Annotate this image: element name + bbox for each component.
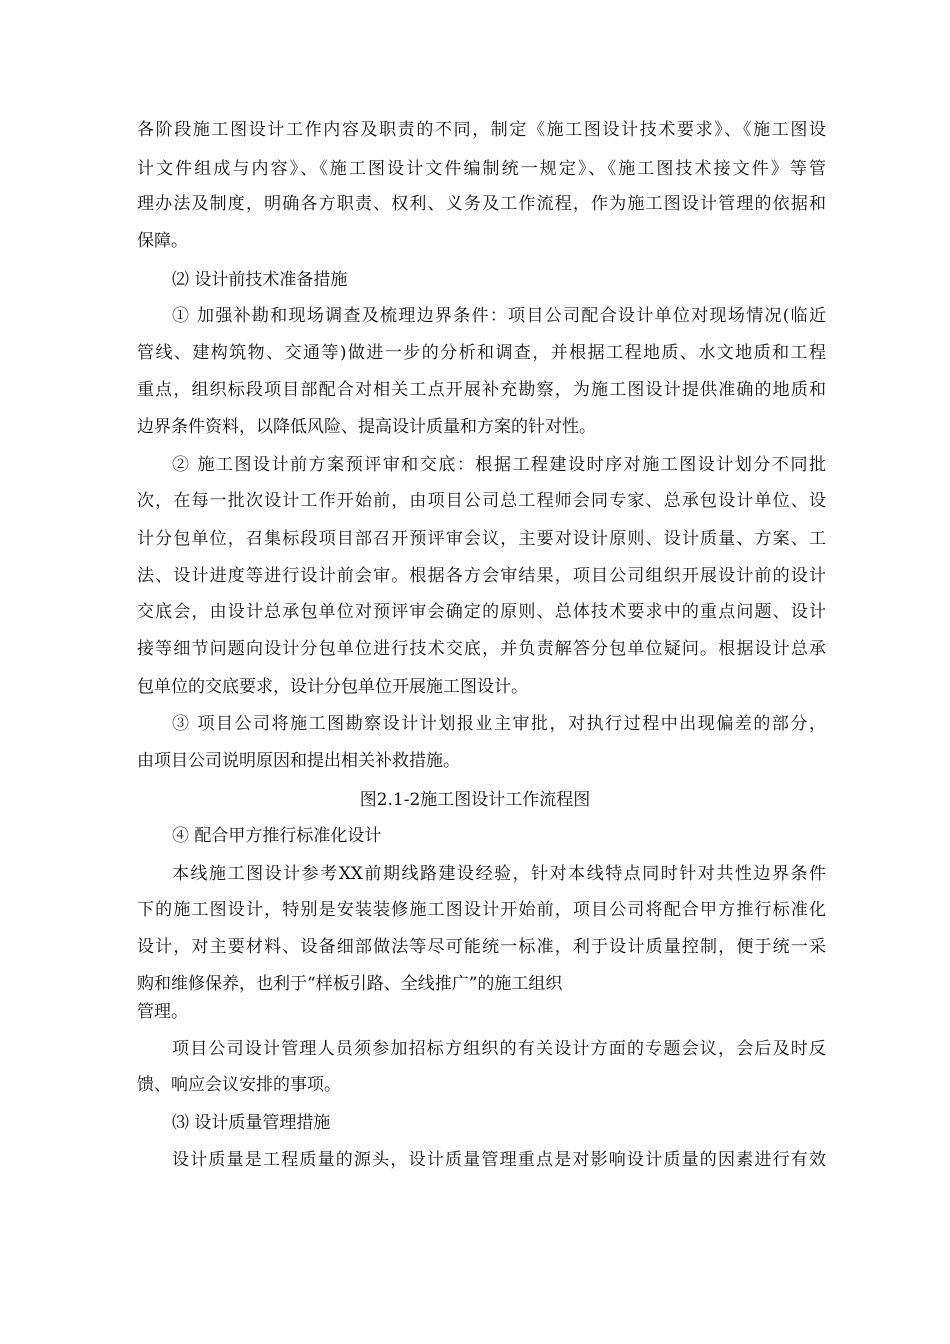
body-text-line: 次，在每一批次设计工作开始前，由项目公司总工程师会同专家、总承包设计单位、设 <box>137 491 826 511</box>
body-text-line: 计分包单位，召集标段项目部召开预评审会议，主要对设计原则、设计质量、方案、工 <box>137 529 826 549</box>
body-text-line: 交底会，由设计总承包单位对预评审会确定的原则、总体技术要求中的重点问题、设计 <box>137 602 826 622</box>
body-text-line: 下的施工图设计，特别是安装装修施工图设计开始前，项目公司将配合甲方推行标准化 <box>137 900 826 920</box>
body-text-line: 管线、建构筑物、交通等)做进一步的分析和调查，并根据工程地质、水文地质和工程 <box>137 343 826 363</box>
body-text-line: 本线施工图设计参考XX前期线路建设经验，针对本线特点同时针对共性边界条件 <box>172 864 826 884</box>
body-text-line: 设计质量是工程质量的源头，设计质量管理重点是对影响设计质量的因素进行有效 <box>172 1150 826 1170</box>
body-text-line: 接等细节问题向设计分包单位进行技术交底，并负责解答分包单位疑问。根据设计总承 <box>137 639 826 659</box>
body-text-line: 重点，组织标段项目部配合对相关工点开展补充勘察，为施工图设计提供准确的地质和 <box>137 380 826 400</box>
body-text-line: 理办法及制度，明确各方职责、权利、义务及工作流程，作为施工图设计管理的依据和 <box>137 194 826 214</box>
body-text-line: 法、设计进度等进行设计前会审。根据各方会审结果，项目公司组织开展设计前的设计 <box>137 566 826 586</box>
body-text-line: 购和维修保养，也利于“样板引路、全线推广”的施工组织 <box>137 974 563 994</box>
body-text-line: 馈、响应会议安排的事项。 <box>137 1075 341 1095</box>
body-text-line: 由项目公司说明原因和提出相关补救措施。 <box>137 751 460 771</box>
body-text-line: 各阶段施工图设计工作内容及职责的不同，制定《施工图设计技术要求》、《施工图设 <box>137 120 826 140</box>
body-text-line: 边界条件资料，以降低风险、提高设计质量和方案的针对性。 <box>137 417 596 437</box>
body-text-line: ③ 项目公司将施工图勘察设计计划报业主审批，对执行过程中出现偏差的部分， <box>172 714 826 734</box>
body-text-line: 保障。 <box>137 231 188 251</box>
body-text-line: 项目公司设计管理人员须参加招标方组织的有关设计方面的专题会议，会后及时反 <box>172 1039 826 1059</box>
section-heading: ⑶ 设计质量管理措施 <box>172 1113 331 1133</box>
body-text-line: ① 加强补勘和现场调查及梳理边界条件：项目公司配合设计单位对现场情况(临近 <box>172 306 826 326</box>
body-text-line: 管理。 <box>137 1002 188 1022</box>
figure-caption: 图2.1-2施工图设计工作流程图 <box>359 790 591 810</box>
body-text-line: ② 施工图设计前方案预评审和交底：根据工程建设时序对施工图设计划分不同批 <box>172 455 826 475</box>
body-text-line: 计文件组成与内容》、《施工图设计文件编制统一规定》、《施工图技术接文件》等管 <box>137 159 826 179</box>
section-heading: ④ 配合甲方推行标准化设计 <box>172 826 382 846</box>
section-heading: ⑵ 设计前技术准备措施 <box>172 270 348 290</box>
body-text-line: 包单位的交底要求，设计分包单位开展施工图设计。 <box>137 677 528 697</box>
body-text-line: 设计，对主要材料、设备细部做法等尽可能统一标准，利于设计质量控制，便于统一采 <box>137 937 826 957</box>
